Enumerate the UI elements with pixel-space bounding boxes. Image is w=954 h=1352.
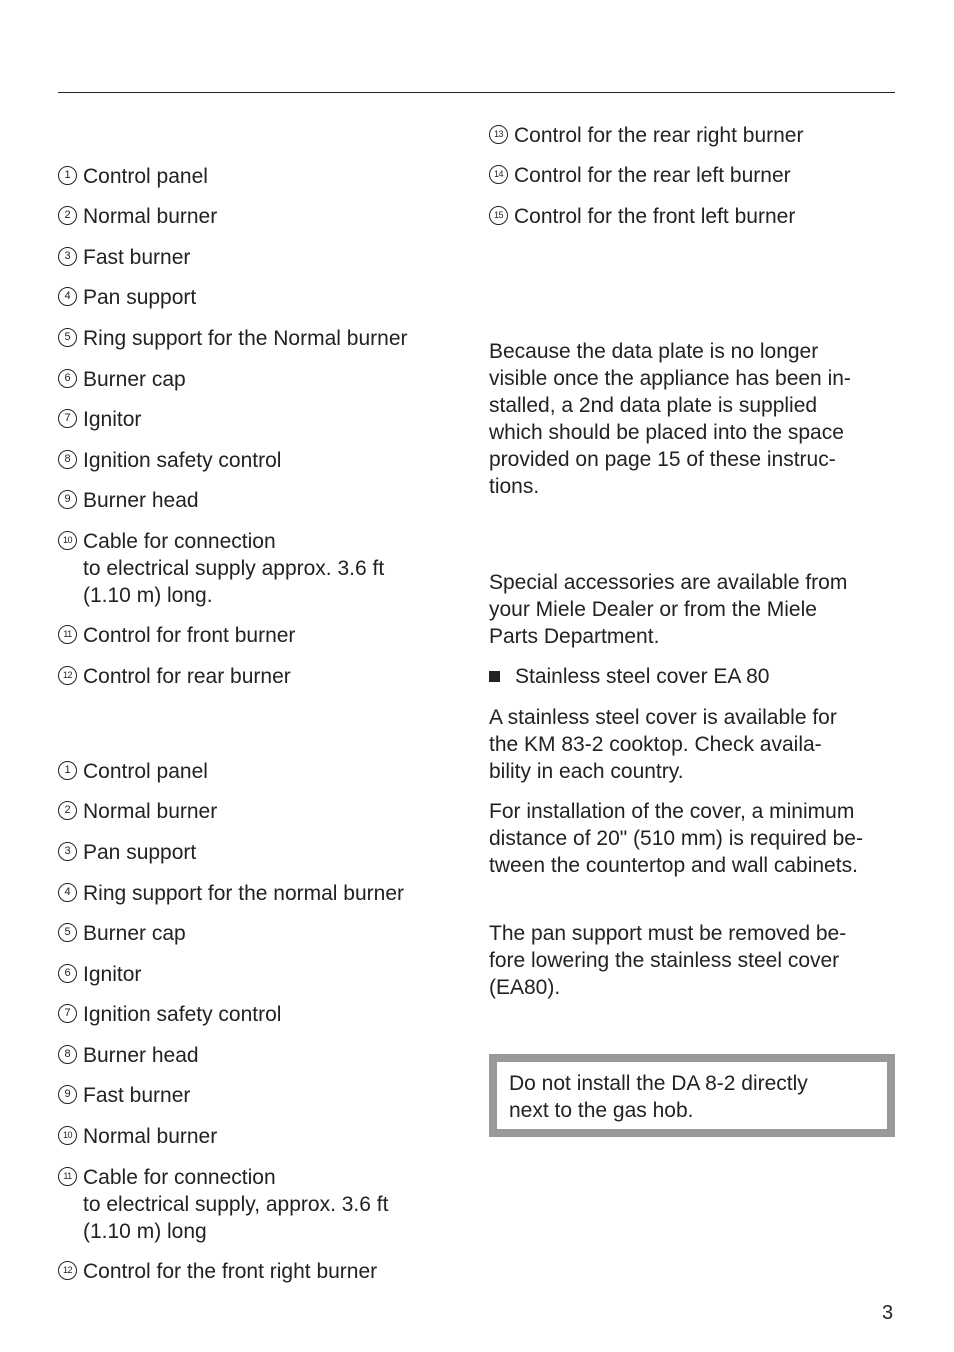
item-label: Control for the front left burner xyxy=(514,205,796,228)
accessories-paragraph: Special accessories are available from your Miele Dealer or from the Miele Parts Department. xyxy=(489,571,848,648)
item-label: Pan support xyxy=(83,286,197,309)
item-label: Fast burner xyxy=(83,1084,191,1107)
list-item xyxy=(58,447,281,474)
data-plate-paragraph: Because the data plate is no longer visible once the appliance has been in- stalled, a 2nd data plate is supplied which should be placed into the space provided on page 15 of these instruc- tions. xyxy=(489,340,851,498)
list-item xyxy=(58,487,199,514)
item-label: Cable for connection to electrical supply approx. 3.6 ft (1.10 m) long. xyxy=(83,530,385,607)
list-item xyxy=(58,1123,217,1150)
list-item xyxy=(58,920,186,947)
item-label: Ring support for the normal burner xyxy=(83,882,404,905)
list-item xyxy=(58,406,141,433)
item-number-badge: 3 xyxy=(58,247,77,266)
item-number-badge: 4 xyxy=(58,883,77,902)
item-number-badge: 10 xyxy=(58,531,77,550)
item-label: Control for the front right burner xyxy=(83,1260,378,1283)
item-label: Normal burner xyxy=(83,800,218,823)
pan-support-paragraph: The pan support must be removed be- fore lowering the stainless steel cover (EA80). xyxy=(489,922,847,999)
item-label: Ignition safety control xyxy=(83,449,282,472)
list-item xyxy=(58,1082,190,1109)
item-label: Burner cap xyxy=(83,368,186,391)
item-number-badge: 15 xyxy=(489,206,508,225)
list-item xyxy=(58,1258,377,1285)
accessory-label: Stainless steel cover EA 80 xyxy=(515,665,770,688)
list-item xyxy=(58,1164,388,1245)
item-label: Burner head xyxy=(83,1044,199,1067)
item-number-badge: 11 xyxy=(58,625,77,644)
item-number-badge: 6 xyxy=(58,369,77,388)
item-label: Control for front burner xyxy=(83,624,296,647)
item-number-badge: 10 xyxy=(58,1126,77,1145)
list-item xyxy=(489,203,795,230)
item-number-badge: 1 xyxy=(58,166,77,185)
item-number-badge: 3 xyxy=(58,842,77,861)
item-number-badge: 14 xyxy=(489,165,508,184)
item-number-badge: 7 xyxy=(58,1004,77,1023)
item-number-badge: 8 xyxy=(58,1045,77,1064)
item-number-badge: 1 xyxy=(58,761,77,780)
item-label: Ring support for the Normal burner xyxy=(83,327,408,350)
list-item xyxy=(58,163,208,190)
list-item xyxy=(58,798,217,825)
item-label: Control for rear burner xyxy=(83,665,291,688)
item-label: Normal burner xyxy=(83,205,218,228)
item-number-badge: 5 xyxy=(58,328,77,347)
list-item xyxy=(58,839,196,866)
list-item xyxy=(58,203,217,230)
list-item xyxy=(58,1042,199,1069)
list-item xyxy=(58,880,404,907)
warning-box: Do not install the DA 8-2 directly next to the gas hob. xyxy=(489,1054,895,1137)
item-label: Ignitor xyxy=(83,408,142,431)
item-label: Control panel xyxy=(83,165,208,188)
item-label: Control panel xyxy=(83,760,208,783)
item-number-badge: 2 xyxy=(58,206,77,225)
cover-paragraph: A stainless steel cover is available for the KM 83-2 cooktop. Check availa- bility in each country. xyxy=(489,706,837,783)
list-item xyxy=(58,325,408,352)
bullet-square-icon xyxy=(489,671,500,682)
item-label: Fast burner xyxy=(83,246,191,269)
item-number-badge: 7 xyxy=(58,409,77,428)
item-label: Ignitor xyxy=(83,963,142,986)
item-number-badge: 5 xyxy=(58,923,77,942)
item-label: Normal burner xyxy=(83,1125,218,1148)
item-label: Ignition safety control xyxy=(83,1003,282,1026)
list-item xyxy=(489,162,791,189)
item-label: Control for the rear left burner xyxy=(514,164,791,187)
item-number-badge: 2 xyxy=(58,801,77,820)
list-item xyxy=(58,244,190,271)
item-number-badge: 6 xyxy=(58,964,77,983)
item-number-badge: 12 xyxy=(58,666,77,685)
list-item xyxy=(489,122,803,149)
item-label: Cable for connection to electrical supply, approx. 3.6 ft (1.10 m) long xyxy=(83,1166,389,1243)
list-item xyxy=(58,528,384,609)
list-item xyxy=(58,961,141,988)
item-number-badge: 8 xyxy=(58,450,77,469)
accessory-list-item xyxy=(489,663,769,690)
list-item xyxy=(58,663,291,690)
item-number-badge: 9 xyxy=(58,1085,77,1104)
list-item xyxy=(58,366,186,393)
item-number-badge: 12 xyxy=(58,1261,77,1280)
item-label: Pan support xyxy=(83,841,197,864)
item-number-badge: 4 xyxy=(58,287,77,306)
cover-installation-paragraph: For installation of the cover, a minimum distance of 20" (510 mm) is required be- tween the countertop and wall cabinets. xyxy=(489,800,863,877)
list-item xyxy=(58,758,208,785)
list-item xyxy=(58,284,196,311)
list-item xyxy=(58,1001,281,1028)
item-number-badge: 13 xyxy=(489,125,508,144)
item-label: Control for the rear right burner xyxy=(514,124,804,147)
header-rule xyxy=(58,92,895,93)
list-item xyxy=(58,622,295,649)
item-label: Burner cap xyxy=(83,922,186,945)
item-label: Burner head xyxy=(83,489,199,512)
item-number-badge: 11 xyxy=(58,1167,77,1186)
item-number-badge: 9 xyxy=(58,490,77,509)
page-number: 3 xyxy=(882,1302,894,1324)
